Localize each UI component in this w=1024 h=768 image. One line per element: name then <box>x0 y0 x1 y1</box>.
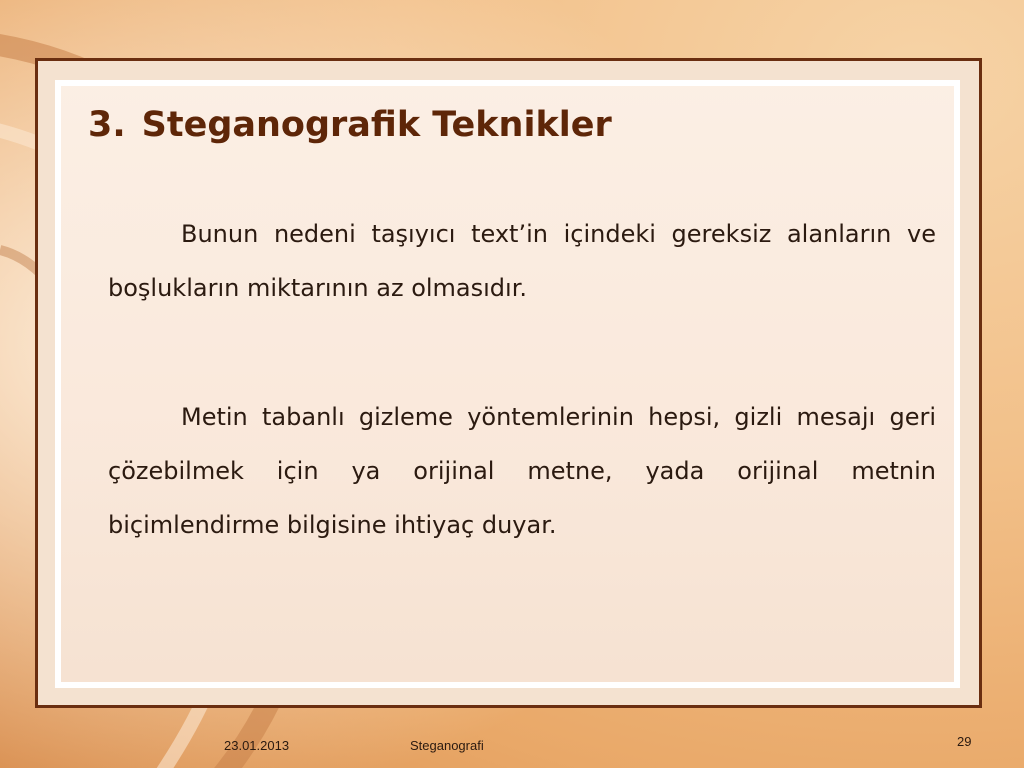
title-number: 3. <box>88 105 126 145</box>
title-text: Steganografik Teknikler <box>141 105 612 145</box>
footer-date: 23.01.2013 <box>224 738 290 753</box>
slide-number: 29 <box>957 734 972 749</box>
paragraph-1: Bunun nedeni taşıyıcı text’in içindeki gereksiz alanların ve boşlukların miktarının az olmasıdır. <box>108 220 936 302</box>
slide-title <box>88 100 612 150</box>
slide-content-panel <box>55 80 960 688</box>
footer-title: Steganografi <box>410 738 484 753</box>
paragraph-2: Metin tabanlı gizleme yöntemlerinin hepsi, gizli mesajı geri çözebilmek için ya orijinal metne, yada orijinal metnin biçimlendirme bilgisine ihtiyaç duyar. <box>108 403 936 539</box>
